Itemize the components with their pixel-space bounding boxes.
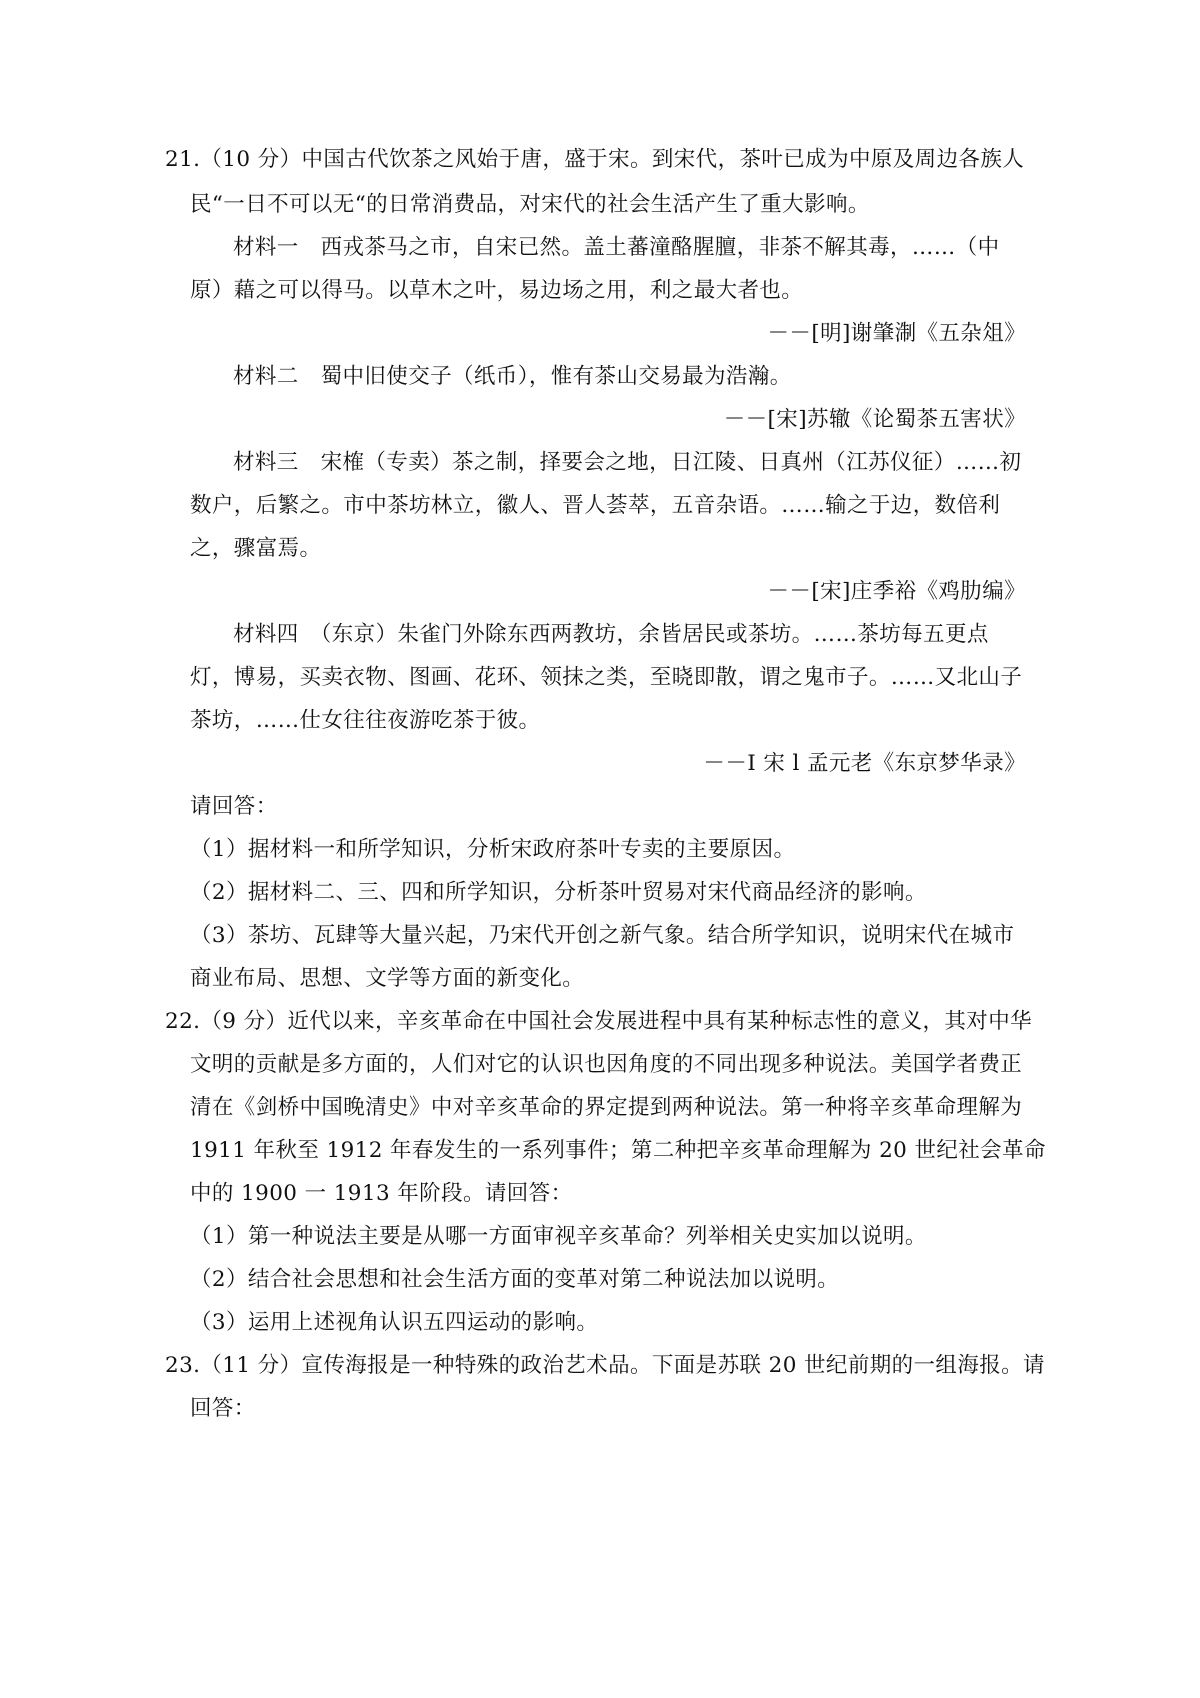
q21-line-1: 21.（10 分）中国古代饮茶之风始于唐，盛于宋。到宋代，茶叶已成为中原及周边各族人 — [165, 147, 1025, 172]
q21-material-3-source: －－[宋]庄季裕《鸡肋编》 — [767, 579, 1026, 604]
q21-subquestion-3-line-2: 商业布局、思想、文学等方面的新变化。 — [190, 966, 585, 991]
q21-subquestion-1: （1）据材料一和所学知识，分析宋政府茶叶专卖的主要原因。 — [190, 837, 796, 862]
q21-material-3-line-1: 材料三 宋榷（专卖）茶之制，择要会之地，日江陵、日真州（江苏仪征）……初 — [233, 450, 1022, 475]
q21-line-2: 民“一日不可以无“的日常消费品，对宋代的社会生活产生了重大影响。 — [190, 192, 870, 217]
q22-line-2: 文明的贡献是多方面的，人们对它的认识也因角度的不同出现多种说法。美国学者费正 — [190, 1052, 1023, 1077]
q22-subquestion-3: （3）运用上述视角认识五四运动的影响。 — [190, 1310, 599, 1335]
q21-material-3-line-3: 之，骤富焉。 — [190, 536, 322, 561]
q21-material-4-source: －－I 宋 l 孟元老《东京梦华录》 — [703, 751, 1026, 776]
q21-prompt: 请回答： — [190, 794, 278, 819]
q21-material-4-line-2: 灯，博易，买卖衣物、图画、花环、领抹之类，至晓即散，谓之鬼市子。……又北山子 — [190, 665, 1023, 690]
q21-material-1-line-2: 原）藉之可以得马。以草木之叶，易边场之用，利之最大者也。 — [190, 278, 804, 303]
q22-subquestion-1: （1）第一种说法主要是从哪一方面审视辛亥革命？列举相关史实加以说明。 — [190, 1224, 927, 1249]
q21-material-1-line-1: 材料一 西戎茶马之市，自宋已然。盖土蕃潼酪腥膻，非茶不解其毒，……（中 — [233, 235, 1000, 260]
q22-line-5: 中的 1900 一 1913 年阶段。请回答： — [190, 1181, 573, 1206]
q21-material-3-line-2: 数户，后繁之。市中茶坊林立，徽人、晋人荟萃，五音杂语。……输之于边，数倍利 — [190, 493, 1001, 518]
q21-material-2-source: －－[宋]苏辙《论蜀茶五害状》 — [723, 407, 1026, 432]
q21-subquestion-3-line-1: （3）茶坊、瓦肆等大量兴起，乃宋代开创之新气象。结合所学知识，说明宋代在城市 — [190, 923, 1015, 948]
q21-material-1-source: －－[明]谢肇淛《五杂俎》 — [767, 321, 1026, 346]
q22-line-1: 22.（9 分）近代以来，辛亥革命在中国社会发展进程中具有某种标志性的意义，其对中华 — [165, 1009, 1033, 1034]
q21-subquestion-2: （2）据材料二、三、四和所学知识，分析茶叶贸易对宋代商品经济的影响。 — [190, 880, 927, 905]
q21-material-4-line-3: 茶坊，……仕女往往夜游吃茶于彼。 — [190, 708, 541, 733]
q22-line-3: 清在《剑桥中国晚清史》中对辛亥革命的界定提到两种说法。第一种将辛亥革命理解为 — [190, 1095, 1023, 1120]
q21-material-2-line-1: 材料二 蜀中旧使交子（纸币），惟有茶山交易最为浩瀚。 — [233, 364, 792, 389]
q23-line-1: 23.（11 分）宣传海报是一种特殊的政治艺术品。下面是苏联 20 世纪前期的一组海报。请 — [165, 1353, 1045, 1378]
q21-material-4-line-1: 材料四 （东京）朱雀门外除东西两教坊，余皆居民或茶坊。……茶坊每五更点 — [233, 622, 989, 647]
q23-line-2: 回答： — [190, 1396, 256, 1421]
q22-line-4: 1911 年秋至 1912 年春发生的一系列事件；第二种把辛亥革命理解为 20 世纪社会革命 — [190, 1138, 1046, 1163]
q22-subquestion-2: （2）结合社会思想和社会生活方面的变革对第二种说法加以说明。 — [190, 1267, 840, 1292]
